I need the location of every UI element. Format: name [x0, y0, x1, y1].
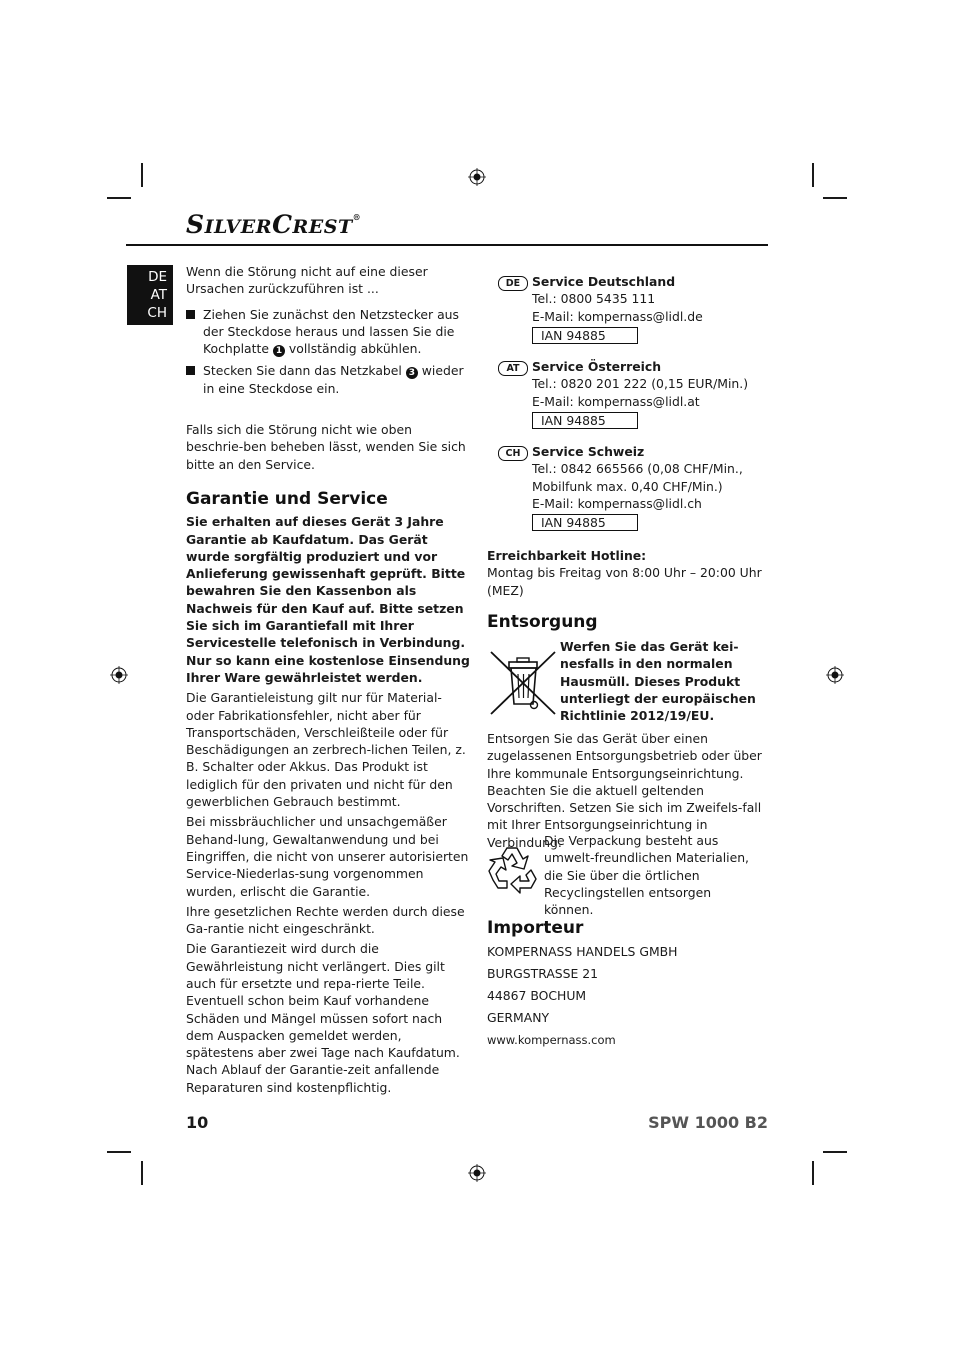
registration-mark-icon [468, 1164, 486, 1182]
importeur-section: Importeur KOMPERNASS HANDELS GMBH BURGSTRASSE 21 44867 BOCHUM GERMANY www.kompernass.com [487, 920, 769, 1051]
ian-box: IAN 94885 [532, 514, 638, 531]
bullet-square-icon [186, 366, 195, 375]
country-pill-ch: CH [498, 446, 528, 461]
model-number: SPW 1000 B2 [648, 1113, 768, 1132]
header-rule [126, 244, 768, 246]
section-title-importeur: Importeur [487, 918, 584, 938]
registration-mark-icon [826, 666, 844, 684]
entsorgung-section [487, 614, 769, 631]
service-block-ch: Service Schweiz Tel.: 0842 665566 (0,08 CHF/Min., Mobilfunk max. 0,40 CHF/Min.) E-Mail: kompernass@lidl.ch IAN 94885 [532, 444, 743, 531]
intro-text: Wenn die Störung nicht auf eine dieser Ursachen zurückzuführen ist ... [186, 264, 428, 297]
brand-logo: SILVERCREST® [186, 210, 362, 239]
ian-box: IAN 94885 [532, 412, 638, 429]
crop-mark [141, 163, 143, 187]
country-pill-at: AT [498, 361, 528, 376]
ian-box: IAN 94885 [532, 327, 638, 344]
crop-mark [141, 1161, 143, 1185]
registration-mark-icon [468, 168, 486, 186]
list-item: Ziehen Sie zunächst den Netzstecker aus der Steckdose heraus und lassen Sie die Kochplatte 1 vollständig abkühlen. [186, 306, 470, 358]
recycling-icon [487, 842, 539, 894]
entsorgung-text: Entsorgen Sie das Gerät über einen zugelassenen Entsorgungsbetrieb oder über Ihre kommunale Entsorgungseinrichtung. Beachten Sie die aktuell geltenden Vorschriften. Setzen Sie sich im Zweifels-fall mit Ihrer Entsorgungseinrichtung in Verbindung. [487, 731, 762, 850]
garantie-paragraph: Ihre gesetzlichen Rechte werden durch diese Ga-rantie nicht eingeschränkt. [186, 903, 465, 937]
list-item: Stecken Sie dann das Netzkabel 3 wieder in eine Steckdose ein. [186, 362, 470, 397]
crop-mark [823, 1151, 847, 1153]
crop-mark [812, 1161, 814, 1185]
registration-mark-icon [110, 666, 128, 684]
garantie-paragraph: Bei missbräuchlicher und unsachgemäßer Behand-lung, Gewaltanwendung und bei Eingriffen, die nicht von unserer autorisierten Service-Niederlas-sung vorgenommen wurden, erlischt die Garantie. [186, 814, 469, 899]
crop-mark [107, 1151, 131, 1153]
garantie-bold-text: Sie erhalten auf dieses Gerät 3 Jahre Garantie ab Kaufdatum. Das Gerät wurde sorgfältig produziert und vor Anlieferung gewissenhaft geprüft. Bitte bewahren Sie den Kassenbon als Nachweis für den Kauf auf. Bitte setzen Sie sich im Garantiefall mit Ihrer Servicestelle telefonisch in Verbindung. Nur so kann eine kostenlose Einsendung Ihrer Ware gewährleistet werden. [186, 514, 470, 685]
part-number-badge: 1 [273, 345, 285, 357]
importeur-website[interactable]: www.kompernass.com [487, 1033, 616, 1048]
section-title-garantie: Garantie und Service [186, 488, 388, 509]
recycling-text: Die Verpackung besteht aus umwelt-freundlichen Materialien, die Sie über die örtlichen Recyclingstellen entsorgen können. [544, 833, 749, 918]
left-column [186, 263, 470, 1096]
entsorgung-bold-text: Werfen Sie das Gerät kei-nesfalls in den normalen Hausmüll. Dieses Produkt unterliegt der europäischen Richtlinie 2012/19/EU. [560, 639, 756, 724]
bullet-square-icon [186, 310, 195, 319]
language-tab: DE AT CH [127, 265, 173, 325]
crop-mark [823, 197, 847, 199]
wheelie-bin-crossed-icon [487, 646, 559, 718]
country-pill-de: DE [498, 276, 528, 291]
garantie-paragraph: Die Garantieleistung gilt nur für Material- oder Fabrikationsfehler, nicht aber für Transportschäden, Verschleißteile oder für Beschädigungen an zerbrech-lichen Teilen, z. B. Schalter oder Akkus. Das Produkt ist lediglich für den privaten und nicht für den gewerblichen Gebrauch bestimmt. [186, 690, 466, 810]
crop-mark [107, 197, 131, 199]
page-number: 10 [186, 1113, 209, 1132]
failing-text: Falls sich die Störung nicht wie oben beschrie-ben beheben lässt, wenden Sie sich bitte an den Service. [186, 422, 466, 472]
part-number-badge: 3 [406, 367, 418, 379]
hotline-block: Erreichbarkeit Hotline: Montag bis Freitag von 8:00 Uhr – 20:00 Uhr (MEZ) [487, 548, 762, 598]
service-block-de: Service Deutschland Tel.: 0800 5435 111 E-Mail: kompernass@lidl.de IAN 94885 [532, 274, 703, 343]
crop-mark [812, 163, 814, 187]
service-block-at: Service Österreich Tel.: 0820 201 222 (0,15 EUR/Min.) E-Mail: kompernass@lidl.at IAN 94885 [532, 359, 749, 428]
section-title-entsorgung: Entsorgung [487, 612, 598, 632]
garantie-paragraph: Die Garantiezeit wird durch die Gewährleistung nicht verlängert. Dies gilt auch für ersetzte und repa-rierte Teile. Eventuell schon beim Kauf vorhandene Schäden und Mängel müssen sofort nach dem Auspacken gemeldet werden, spätestens aber zwei Tage nach Kaufdatum. Nach Ablauf der Garantie-zeit anfallende Reparaturen sind kostenpflichtig. [186, 941, 460, 1095]
